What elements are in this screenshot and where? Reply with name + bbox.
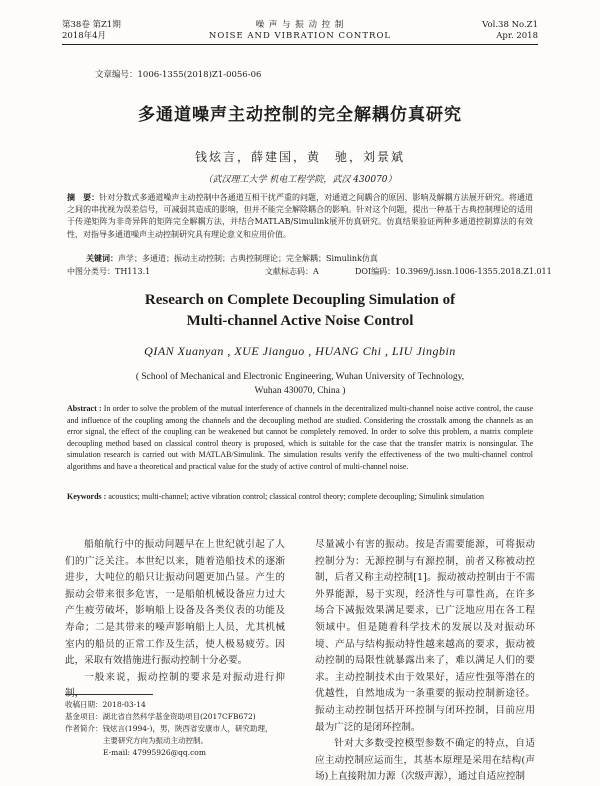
affiliation-en-line-2: Wuhan 430070, China ) <box>254 386 346 396</box>
keywords-en-label: Keywords : <box>67 492 107 501</box>
affiliation-en <box>0 370 600 398</box>
keywords-cn-label: 关键词： <box>86 253 118 263</box>
page-header <box>0 6 600 44</box>
footnote <box>65 699 285 759</box>
clc-number: 中图分类号：TH113.1 <box>67 267 151 276</box>
footnote-fund: 基金项目：湖北省自然科学基金资助项目(2017CFB672) <box>65 712 256 721</box>
volume-number: Vol.38 No.Z1 <box>482 20 538 30</box>
affiliation-en-line-1: ( School of Mechanical and Electronic Engineering, Wuhan University of Technology, <box>135 372 465 382</box>
date-en: Apr. 2018 <box>496 31 538 41</box>
abstract-en-label: Abstract : <box>67 404 102 413</box>
abstract-cn-text: 针对分数式多通道噪声主动控制中各通道互相干扰严重的问题，对通道之间耦合的原因、影响及解耦方法展开研究。将通道之间的串扰视为误差信号，可减弱其造成的影响，但并不能完全解除耦合的影响。针对这个问题，提出一种基于古典控制理论的适用于传递矩阵为非奇异阵的矩阵完全解耦方法，并结合MATLAB/Simulink展开仿真研究。仿真结果验证两种多通道控制算法的有效性，对指导多通道噪声主动控制研究具有理论意义和应用价值。 <box>67 193 533 239</box>
footnote-author-bio: 作者简介：钱炫言(1994-)，男，陕西省安康市人，研究助理， <box>65 724 273 733</box>
journal-name-cn: 噪 声 与 振 动 控 制 <box>255 20 345 30</box>
journal-issue: 第38卷 第Z1期 <box>62 20 121 30</box>
abstract-en <box>67 403 533 473</box>
footnote-rule <box>65 694 153 695</box>
article-number: 文章编号：1006-1355(2018)Z1-0056-06 <box>95 70 262 80</box>
header-right <box>482 20 538 42</box>
body-column-left <box>65 537 285 703</box>
body-paragraph: 针对大多数受控模型参数不确定的特点，自适应主动控制应运而生，其基本原理是采用在结构(声场)上直接附加力源（次级声源），通过自适应控制 <box>315 738 535 783</box>
body-paragraph: 船舶航行中的振动问题早在上世纪就引起了人们的广泛关注。本世纪以来，随着造船技术的逐渐进步，大吨位的船只让振动问题更加凸显。产生的振动会带来很多危害，一是船舶机械设备应力过大产生疲劳破坏，影响船上设备及各类仪表的功能及寿命；二是其带来的噪声影响船上人员，尤其机械室内的船员的正常工作及生活，使人极易疲劳。因此，采取有效措施进行振动控制十分必要。 <box>65 539 285 667</box>
abstract-cn <box>67 191 533 241</box>
header-rule <box>62 44 538 45</box>
keywords-en <box>67 491 533 503</box>
body-paragraph: 尽量减小有害的振动。按是否需要能源，可将振动控制分为：无源控制与有源控制，前者又称被动控制，后者又称主动控制[1]。振动被动控制由于不需外界能源，易于实现，经济性与可靠性高，在许多场合下减振效果满足要求，已广泛地应用在各工程领域中。但是随着科学技术的发展以及对振动环境、产品与结构振动特性越来越高的要求，振动被动控制的局限性就暴露出来了，难以满足人们的要求。主动控制技术由于效果好，适应性强等潜在的优越性，自然地成为一条重要的振动控制新途径。振动主动控制包括开环控制与闭环控制，目前应用最为广泛的是闭环控制。 <box>315 539 535 733</box>
abstract-en-text: In order to solve the problem of the mutual interference of channels in the decentralized multi-channel noise active control, the cause and influence of the coupling among the channels and the decoupling method are studied. Considering the crosstalk among the channels as an error signal, the effect of the coupling can be weakened but cannot be completely removed. In order to solve this problem, a matrix complete decoupling method based on classical control theory is proposed, which is suitable for the case that the transfer matrix is nonsingular. The simulation research is carried out with MATLAB/Simulink. The simulation results verify the effectiveness of the two multi-channel control algorithms and have a theoretical and practical value for the study of active control of multi-channel noise. <box>67 404 533 471</box>
journal-name-en: NOISE AND VIBRATION CONTROL <box>208 31 392 41</box>
keywords-en-text: acoustics; multi-channel; active vibration control; classical control theory; complete decoupling; Simulink simulation <box>108 492 485 501</box>
body-column-right <box>315 537 535 786</box>
authors-cn: 钱炫言，薛建国，黄 驰，刘景斌 <box>194 150 405 164</box>
journal-date: 2018年4月 <box>62 31 107 41</box>
keywords-cn <box>86 253 378 264</box>
authors-en: QIAN Xuanyan , XUE Jianguo , HUANG Chi , LIU Jingbin <box>144 344 456 358</box>
title-en <box>0 290 600 332</box>
title-en-line-1: Research on Complete Decoupling Simulation of <box>144 292 456 308</box>
document-code: 文献标志码：A <box>265 267 319 276</box>
footnote-received: 收稿日期：2018-03-14 <box>65 700 146 709</box>
body-paragraph: 一般来说，振动控制的要求是对振动进行抑制， <box>65 671 285 700</box>
affiliation-cn: （武汉理工大学 机电工程学院，武汉 430070） <box>203 175 397 185</box>
abstract-cn-label: 摘 要： <box>67 192 100 202</box>
title-cn: 多通道噪声主动控制的完全解耦仿真研究 <box>138 105 462 125</box>
doi: DOI编码：10.3969/j.issn.1006-1355.2018.Z1.011 <box>355 267 552 276</box>
title-en-line-2: Multi-channel Active Noise Control <box>186 313 414 329</box>
footnote-author-bio-cont: 主要研究方向为振动主动控制。 <box>103 736 208 745</box>
footnote-email: E-mail: 47995926@qq.com <box>103 748 206 757</box>
keywords-cn-text: 声学；多通道；振动主动控制；古典控制理论；完全解耦；Simulink仿真 <box>118 254 378 263</box>
